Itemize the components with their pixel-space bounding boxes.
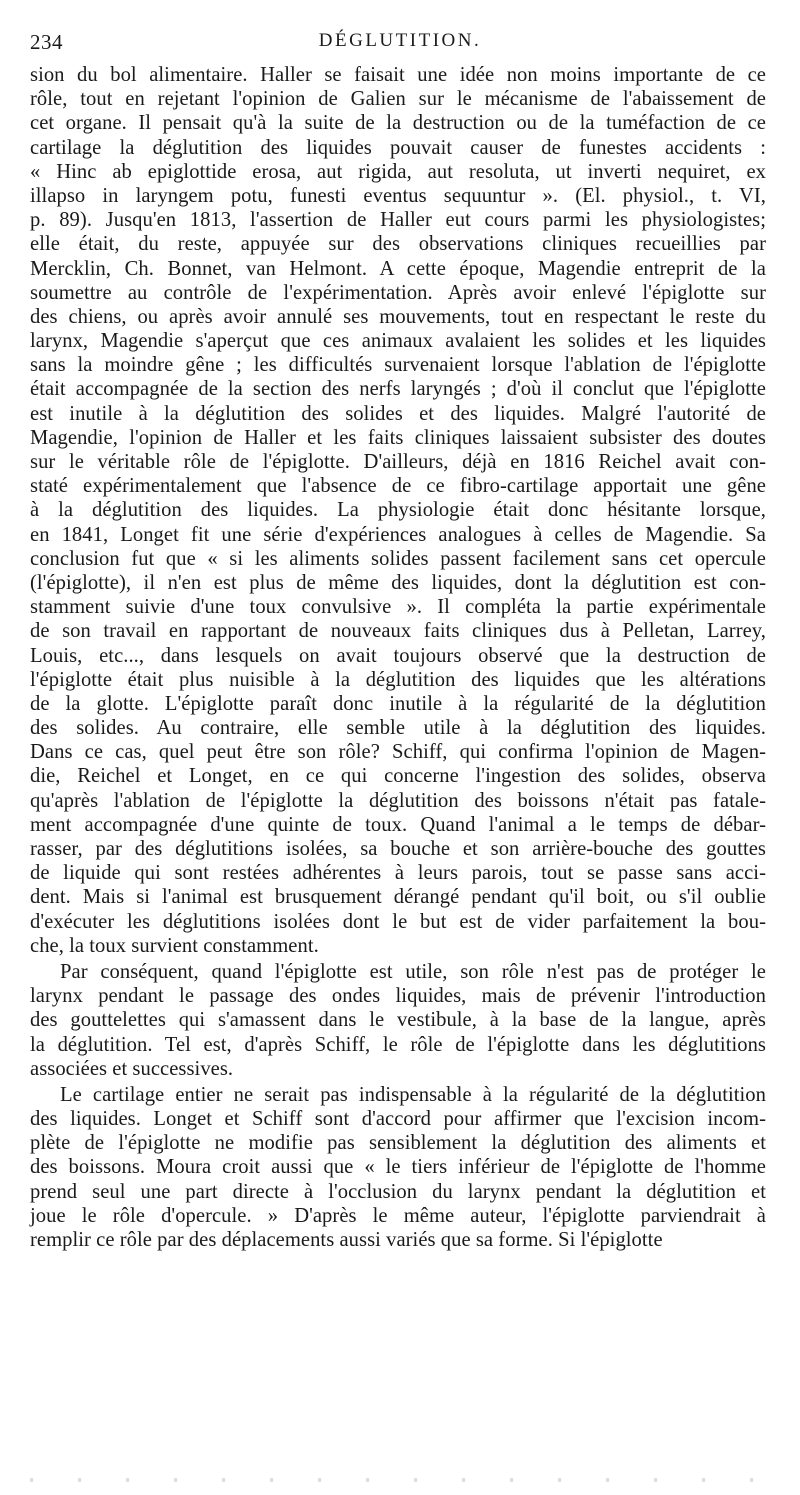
text-line: sur le véritable rôle de l'épiglotte. D'ailleurs, déjà en 1816 Reichel avait con- [30, 451, 766, 473]
text-line: staté expérimentalement que l'absence de ce fibro-cartilage apportait une gêne [30, 475, 766, 498]
text-line: Magendie, l'opinion de Haller et les faits cliniques laissaient subsister des doutes [30, 426, 766, 449]
text-line: l'épiglotte était plus nuisible à la déglutition des liquides que les altérations [30, 668, 766, 691]
text-line: Le cartilage entier ne serait pas indispensable à la régularité de la déglutition [60, 1083, 766, 1106]
text-line: rasser, par des déglutitions isolées, sa bouche et son arrière-bouche des gouttes [30, 838, 766, 860]
text-line: était accompagnée de la section des nerfs laryngés ; d'où il conclut que l'épiglotte [30, 378, 766, 401]
paragraph [30, 1083, 766, 1252]
text-line: Mercklin, Ch. Bonnet, van Helmont. A cette époque, Magendie entreprit de la [30, 257, 766, 280]
text-line: sans la moindre gêne ; les difficultés survenaient lorsque l'ablation de l'épiglotte [30, 354, 766, 377]
text-line: à la déglutition des liquides. La physiologie était donc hésitante lorsque, [30, 499, 766, 522]
text-line: associées et successives. [30, 1057, 234, 1080]
page-number: 234 [30, 30, 63, 54]
text-line: des solides. Au contraire, elle semble utile à la déglutition des liquides. [30, 717, 766, 740]
text-line: des chiens, ou après avoir annulé ses mouvements, tout en respectant le reste du [30, 305, 766, 328]
text-line: de son travail en rapportant de nouveaux faits cliniques dus à Pelletan, Larrey, [30, 620, 766, 643]
text-line: des liquides. Longet et Schiff sont d'accord pour affirmer que l'excision incom- [30, 1108, 766, 1131]
text-line: stamment suivie d'une toux convulsive ». Il compléta la partie expérimentale [30, 596, 766, 619]
scan-artifact [30, 1478, 770, 1482]
text-line: la déglutition. Tel est, d'après Schiff, le rôle de l'épiglotte dans les déglutitions [30, 1033, 766, 1056]
text-line: larynx pendant le passage des ondes liquides, mais de prévenir l'introduction [30, 985, 766, 1008]
text-line: joue le rôle d'opercule. » D'après le même auteur, l'épiglotte parviendrait à [30, 1204, 766, 1227]
text-line: des boissons. Moura croit aussi que « le tiers inférieur de l'épiglotte de l'homme [30, 1156, 766, 1179]
text-line: p. 89). Jusqu'en 1813, l'assertion de Haller eut cours parmi les physiologistes; [30, 209, 766, 232]
text-line: cet organe. Il pensait qu'à la suite de la destruction ou de la tuméfaction de ce [30, 112, 766, 135]
text-line: en 1841, Longet fit une série d'expériences analogues à celles de Magendie. Sa [30, 523, 766, 546]
text-line: die, Reichel et Longet, en ce qui concerne l'ingestion des solides, observa [30, 765, 766, 788]
text-line: soumettre au contrôle de l'expérimentation. Après avoir enlevé l'épiglotte sur [30, 281, 766, 304]
body-text [30, 63, 766, 1252]
text-line: « Hinc ab epiglottide erosa, aut rigida, aut resoluta, ut inverti nequiret, ex [30, 160, 766, 183]
text-line: est inutile à la déglutition des solides et des liquides. Malgré l'autorité de [30, 402, 766, 425]
text-line: larynx, Magendie s'aperçut que ces animaux avalaient les solides et les liquides [30, 330, 766, 353]
text-line: che, la toux survient constamment. [30, 934, 319, 957]
text-line: Dans ce cas, quel peut être son rôle? Schiff, qui confirma l'opinion de Magen- [30, 741, 766, 764]
running-title: DÉGLUTITION. [318, 30, 482, 51]
text-line: remplir ce rôle par des déplacements aussi variés que sa forme. Si l'épiglotte [30, 1229, 663, 1251]
text-line: sion du bol alimentaire. Haller se faisait une idée non moins importante de ce [30, 64, 766, 86]
text-line: des gouttelettes qui s'amassent dans le vestibule, à la base de la langue, après [30, 1009, 766, 1032]
text-line: prend seul une part directe à l'occlusion du larynx pendant la déglutition et [30, 1180, 766, 1203]
text-line: Par conséquent, quand l'épiglotte est utile, son rôle n'est pas de protéger le [60, 960, 766, 983]
paragraph [30, 63, 766, 958]
text-line: illapso in laryngem potu, funesti eventus sequuntur ». (El. physiol., t. VI, [30, 184, 766, 207]
text-line: rôle, tout en rejetant l'opinion de Galien sur le mécanisme de l'abaissement de [30, 88, 766, 111]
text-line: d'exécuter les déglutitions isolées dont le but est de vider parfaitement la bou- [30, 910, 766, 933]
text-line: cartilage la déglutition des liquides pouvait causer de funestes accidents : [30, 136, 766, 159]
text-line: Louis, etc..., dans lesquels on avait toujours observé que la destruction de [30, 644, 766, 667]
paragraph [30, 960, 766, 1081]
text-line: plète de l'épiglotte ne modifie pas sensiblement la déglutition des aliments et [30, 1132, 766, 1155]
text-line: dent. Mais si l'animal est brusquement dérangé pendant qu'il boit, ou s'il oublie [30, 886, 766, 909]
text-line: conclusion fut que « si les aliments solides passent facilement sans cet opercule [30, 547, 766, 570]
text-line: elle était, du reste, appuyée sur des observations cliniques recueillies par [30, 233, 766, 256]
text-line: ment accompagnée d'une quinte de toux. Quand l'animal a le temps de débar- [30, 813, 766, 836]
text-line: (l'épiglotte), il n'en est plus de même des liquides, dont la déglutition est con- [30, 571, 766, 594]
text-line: de la glotte. L'épiglotte paraît donc inutile à la régularité de la déglutition [30, 692, 766, 715]
text-line: de liquide qui sont restées adhérentes à leurs parois, tout se passe sans acci- [30, 862, 766, 885]
text-line: qu'après l'ablation de l'épiglotte la déglutition des boissons n'était pas fatale- [30, 789, 766, 812]
running-head [30, 30, 770, 62]
